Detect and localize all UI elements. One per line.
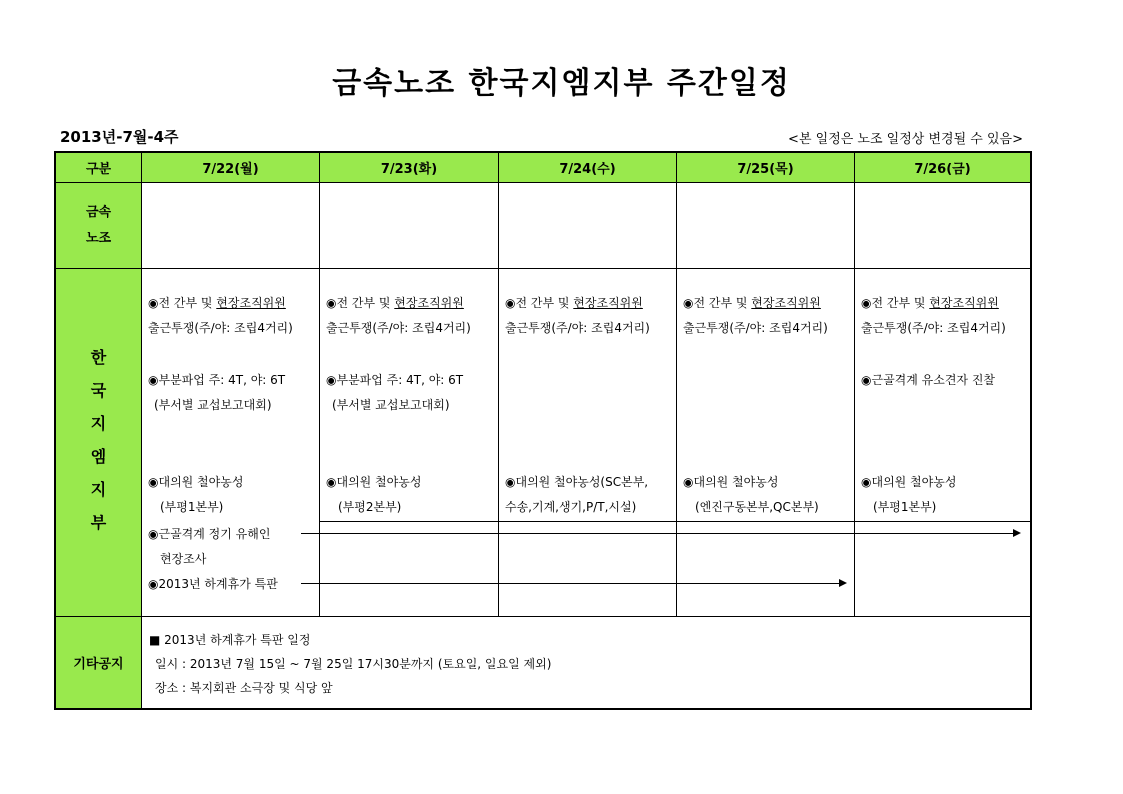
tue-item3-line2: (부평2본부) <box>338 500 402 514</box>
mon-item3-line1: ◉대의원 철야농성 <box>148 475 244 489</box>
notice-line3: 장소 : 복지회관 소극장 및 식당 앞 <box>155 681 333 695</box>
tue-item3-line1: ◉대의원 철야농성 <box>326 475 422 489</box>
mon-item5-line1: ◉2013년 하계휴가 특판 <box>148 577 278 591</box>
notice-line1: ■ 2013년 하계휴가 특판 일정 <box>149 633 311 647</box>
row-label-char: 지 <box>90 413 107 433</box>
row-label-metal-union <box>56 183 142 269</box>
item-underlined: 현장조직위원 <box>216 296 286 310</box>
schedule-table <box>54 151 1032 710</box>
page-title: 금속노조 한국지엠지부 주간일정 <box>332 66 791 101</box>
tue-item2-line1: ◉부분파업 주: 4T, 야: 6T <box>326 373 464 387</box>
fri-item3-line1: ◉대의원 철야농성 <box>861 475 957 489</box>
header-category: 구분 <box>56 153 142 183</box>
week-label: 2013년-7월-4주 <box>60 128 179 146</box>
fri-item1-line2: 출근투쟁(주/야: 조립4거리) <box>861 321 1006 335</box>
mon-item1-line2: 출근투쟁(주/야: 조립4거리) <box>148 321 293 335</box>
row-label-char: 한 <box>90 347 107 367</box>
wed-item1-line1 <box>505 294 643 311</box>
item-underlined: 현장조직위원 <box>394 296 464 310</box>
arrow-span-mon-fri <box>301 533 1019 534</box>
mon-item1-line1 <box>148 294 286 311</box>
thu-item1-line2: 출근투쟁(주/야: 조립4거리) <box>683 321 828 335</box>
item-underlined: 현장조직위원 <box>929 296 999 310</box>
row-label-char: 국 <box>90 380 107 400</box>
wed-item3-line2: 수송,기계,생기,P/T,시설) <box>505 500 637 514</box>
tue-item1-line1 <box>326 294 464 311</box>
item-underlined: 현장조직위원 <box>573 296 643 310</box>
item-prefix: ◉전 간부 및 <box>326 296 395 310</box>
fri-item3-line2: (부평1본부) <box>873 500 937 514</box>
row-label-char: 부 <box>90 512 107 532</box>
header-day-wed: 7/24(수) <box>499 153 677 183</box>
cell-metal-fri <box>855 183 1030 269</box>
item-prefix: ◉전 간부 및 <box>505 296 574 310</box>
row-divider <box>320 521 1030 522</box>
mon-item4-line1: ◉근골격계 정기 유해인 <box>148 527 271 541</box>
fri-item2-line1: ◉근골격계 유소견자 진찰 <box>861 373 996 387</box>
wed-item3-line1: ◉대의원 철야농성(SC본부, <box>505 475 649 489</box>
cell-metal-wed <box>499 183 677 269</box>
schedule-note: <본 일정은 노조 일정상 변경될 수 있음> <box>788 132 1023 147</box>
item-underlined: 현장조직위원 <box>751 296 821 310</box>
wed-item1-line2: 출근투쟁(주/야: 조립4거리) <box>505 321 650 335</box>
mon-item3-line2: (부평1본부) <box>160 500 224 514</box>
row-label-char: 지 <box>90 479 107 499</box>
item-prefix: ◉전 간부 및 <box>683 296 752 310</box>
row-label-line2: 노조 <box>85 230 112 246</box>
mon-item2-line1: ◉부분파업 주: 4T, 야: 6T <box>148 373 286 387</box>
row-label-gm-branch <box>56 269 142 617</box>
item-prefix: ◉전 간부 및 <box>861 296 930 310</box>
row-label-char: 엠 <box>90 446 107 466</box>
tue-item2-line2: (부서별 교섭보고대회) <box>332 398 450 412</box>
tue-item1-line2: 출근투쟁(주/야: 조립4거리) <box>326 321 471 335</box>
row-label-line1: 금속 <box>85 204 112 220</box>
header-day-mon: 7/22(월) <box>142 153 320 183</box>
thu-item3-line2: (엔진구동본부,QC본부) <box>695 500 819 514</box>
header-day-thu: 7/25(목) <box>677 153 855 183</box>
notice-line2: 일시 : 2013년 7월 15일 ~ 7월 25일 17시30분까지 (토요일, 일요일 제외) <box>155 657 552 671</box>
thu-item1-line1 <box>683 294 821 311</box>
thu-item3-line1: ◉대의원 철야농성 <box>683 475 779 489</box>
mon-item2-line2: (부서별 교섭보고대회) <box>154 398 272 412</box>
fri-item1-line1 <box>861 294 999 311</box>
cell-metal-mon <box>142 183 320 269</box>
mon-item4-line2: 현장조사 <box>160 552 207 566</box>
item-prefix: ◉전 간부 및 <box>148 296 217 310</box>
row-label-other: 기타공지 <box>56 617 142 708</box>
header-day-fri: 7/26(금) <box>855 153 1030 183</box>
arrow-span-mon-thu <box>301 583 845 584</box>
cell-metal-thu <box>677 183 855 269</box>
header-day-tue: 7/23(화) <box>320 153 499 183</box>
cell-metal-tue <box>320 183 499 269</box>
